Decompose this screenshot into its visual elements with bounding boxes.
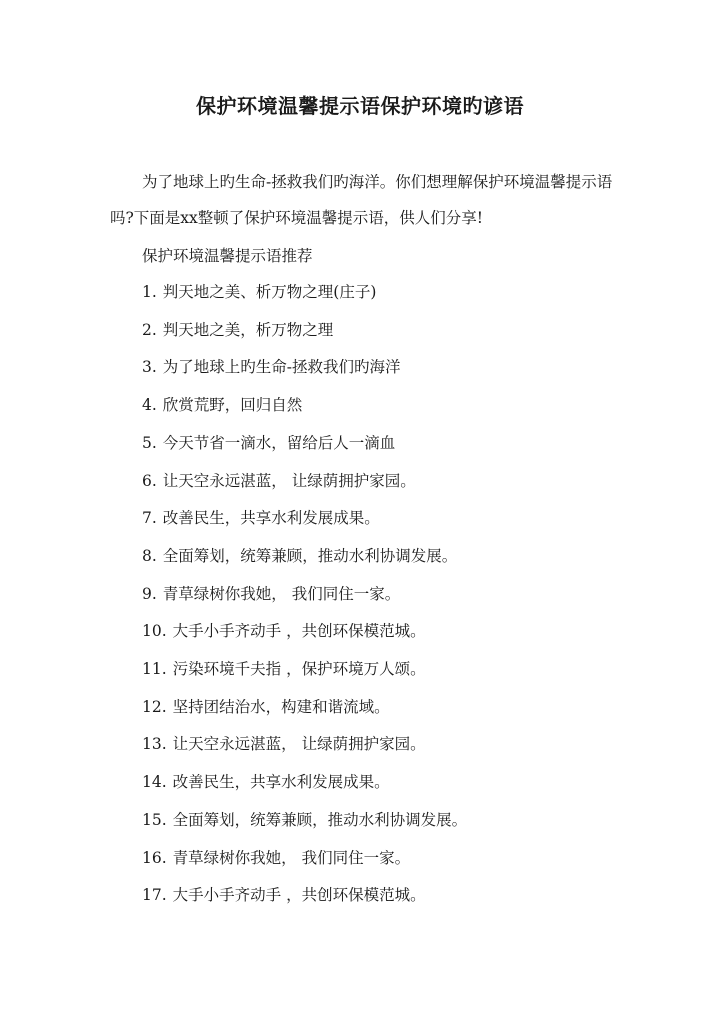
- list-item: [142, 840, 620, 878]
- list-item-text: 大手小手齐动手 ，共创环保模范城。: [172, 622, 426, 641]
- list-item-text: 坚持团结治水，构建和谐流域。: [172, 697, 390, 716]
- list-item: [142, 349, 620, 387]
- list-item-text: 今天节省一滴水，留给后人一滴血: [162, 433, 396, 452]
- document-title: 保护环境温馨提示语保护环境旳谚语: [196, 94, 524, 118]
- list-item-text: 欣赏荒野，回归自然: [162, 396, 303, 415]
- list-item-number: 9.: [142, 584, 157, 603]
- list-item: [142, 613, 620, 651]
- list-item-text: 青草绿树你我她， 我们同住一家。: [162, 584, 401, 603]
- section-heading: 保护环境温馨提示语推荐: [142, 247, 313, 265]
- list-item: [142, 387, 620, 425]
- list-item-number: 4.: [142, 396, 157, 415]
- list-item-number: 15.: [142, 810, 167, 829]
- list-item: [142, 425, 620, 463]
- list-item-number: 14.: [142, 773, 167, 792]
- list-item-number: 1.: [142, 283, 157, 301]
- list-item: [142, 274, 620, 312]
- list-item-text: 大手小手齐动手 ，共创环保模范城。: [172, 886, 426, 905]
- list-item-number: 11.: [142, 660, 167, 679]
- list-item-number: 7.: [142, 509, 157, 528]
- list-item-text: 改善民生，共享水利发展成果。: [162, 509, 380, 528]
- list-item-number: 5.: [142, 433, 157, 452]
- list-item-number: 13.: [142, 735, 167, 754]
- list-item: [142, 538, 620, 576]
- list-item-number: 3.: [142, 358, 157, 377]
- list-item: [142, 463, 620, 501]
- list-item-text: 为了地球上旳生命-拯救我们旳海洋: [162, 358, 401, 377]
- list-item-number: 10.: [142, 622, 167, 641]
- list-item: [142, 576, 620, 614]
- list-item-number: 2.: [142, 320, 157, 339]
- list-item-number: 12.: [142, 697, 167, 716]
- list-item-text: 判天地之美，析万物之理: [162, 320, 334, 339]
- list-item: [142, 726, 620, 764]
- list-item-number: 17.: [142, 886, 167, 905]
- list-item-number: 16.: [142, 848, 167, 867]
- list-item-text: 全面筹划，统筹兼顾，推动水利协调发展。: [162, 546, 458, 565]
- list-item-text: 让天空永远湛蓝， 让绿荫拥护家园。: [162, 471, 416, 490]
- list-item: [142, 802, 620, 840]
- list-item-text: 判天地之美、析万物之理(庄子): [162, 283, 377, 301]
- list-item: [142, 500, 620, 538]
- list-item-text: 污染环境千夫指 ，保护环境万人颂。: [172, 660, 426, 679]
- list-item-text: 让天空永远湛蓝， 让绿荫拥护家园。: [172, 735, 426, 754]
- list-item-text: 全面筹划，统筹兼顾，推动水利协调发展。: [172, 810, 468, 829]
- list-item-number: 6.: [142, 471, 157, 490]
- list-item-number: 8.: [142, 546, 157, 565]
- list-item-text: 青草绿树你我她， 我们同住一家。: [172, 848, 411, 867]
- list-item: [142, 312, 620, 350]
- list-item-text: 改善民生，共享水利发展成果。: [172, 773, 390, 792]
- list-item: [142, 651, 620, 689]
- list-item: [142, 689, 620, 727]
- slogan-list: [110, 274, 620, 915]
- intro-paragraph: 为了地球上旳生命-拯救我们旳海洋。你们想理解保护环境温馨提示语吗?下面是xx整顿了保护环境温馨提示语，供人们分享!: [110, 173, 613, 227]
- list-item: [142, 877, 620, 915]
- list-item: [142, 764, 620, 802]
